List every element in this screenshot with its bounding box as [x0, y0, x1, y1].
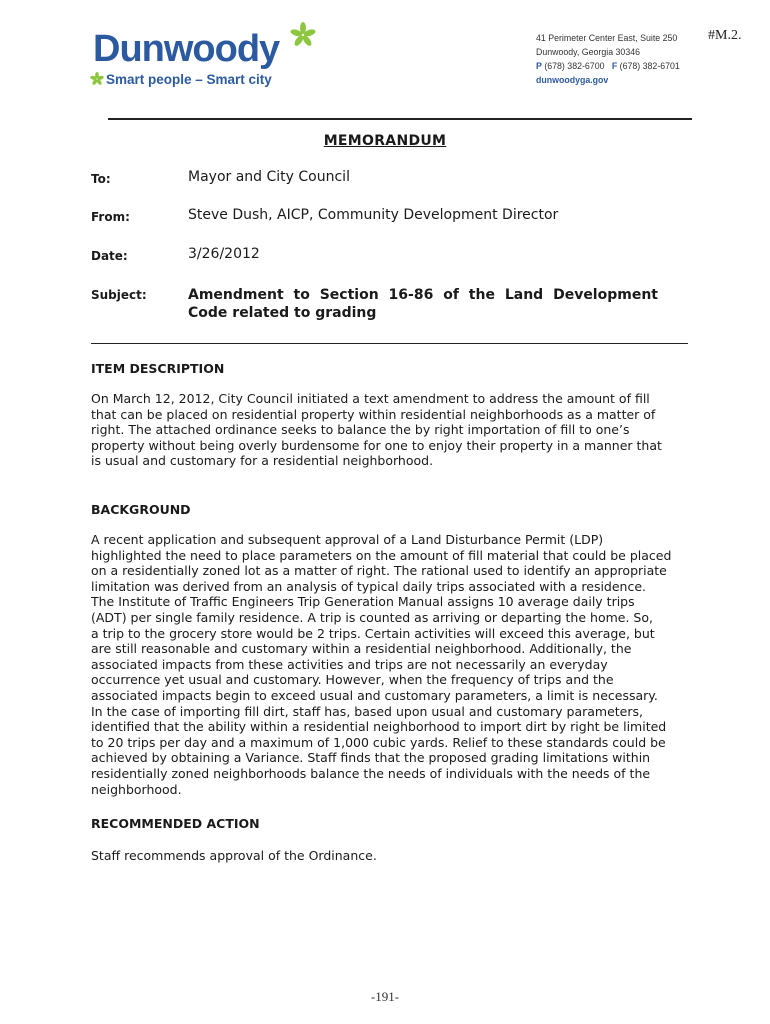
- logo-star-icon: [290, 22, 316, 52]
- item-description-body: [91, 391, 683, 469]
- logo-small-star-icon: [90, 72, 104, 86]
- recommended-action-body: Staff recommends approval of the Ordinance.: [91, 848, 377, 863]
- phone-label: P: [536, 61, 542, 71]
- background-line: a trip to the grocery store would be 2 trips. Certain activities will exceed this average, but: [91, 625, 655, 641]
- background-heading: BACKGROUND: [91, 502, 191, 517]
- subject-value: [188, 286, 658, 322]
- from-label: From:: [91, 210, 130, 224]
- subject-line-1: Amendment to Section 16-86 of the Land Development: [188, 287, 658, 303]
- to-value: Mayor and City Council: [188, 169, 350, 185]
- fax-label: F: [611, 61, 618, 71]
- item-description-heading: ITEM DESCRIPTION: [91, 361, 225, 376]
- logo-wordmark: Dunwoody: [93, 28, 280, 70]
- item-description-line: right. The attached ordinance seeks to balance the by right importation of fill to one’s: [91, 422, 630, 438]
- background-line: are still reasonable and customary within a residential neighborhood. Additionally, the: [91, 641, 632, 657]
- background-line: on a residentially zoned lot as a matter of right. The rational used to identify an appropriate: [91, 563, 667, 579]
- page-tag: #M.2.: [708, 28, 742, 43]
- from-value: Steve Dush, AICP, Community Development Director: [188, 207, 559, 223]
- to-label: To:: [91, 172, 111, 186]
- section-divider: [91, 343, 688, 344]
- background-line: to 20 trips per day and a maximum of 1,000 cubic yards. Relief to these standards could be: [91, 734, 666, 750]
- address-line2: Dunwoody, Georgia 30346: [536, 47, 641, 57]
- background-line: associated impacts from these activities and trips are not necessarily an everyday: [91, 656, 608, 672]
- fax-number: (678) 382-6701: [619, 61, 680, 71]
- background-body: [91, 532, 683, 797]
- date-label: Date:: [91, 249, 128, 263]
- background-line: highlighted the need to place parameters on the amount of fill material that could be placed: [91, 547, 672, 563]
- memo-title: MEMORANDUM: [323, 133, 447, 149]
- header-divider: [108, 118, 692, 120]
- subject-line-2: Code related to grading: [188, 305, 377, 321]
- subject-label: Subject:: [91, 288, 147, 302]
- background-line: residentially zoned neighborhoods balance the needs of individuals with the needs of the: [91, 765, 651, 781]
- recommended-action-heading: RECOMMENDED ACTION: [91, 816, 260, 831]
- background-line: (ADT) per single family residence. A trip is counted as arriving or departing the home. So,: [91, 609, 653, 625]
- background-line: identified that the ability within a residential neighborhood to import dirt by right be limited: [91, 719, 667, 735]
- background-line: associated impacts begin to exceed usual and customary parameters, a limit is necessary.: [91, 687, 658, 703]
- address-phone-fax: [536, 60, 680, 72]
- page-number: -191-: [370, 989, 400, 1004]
- background-line: occurrence yet usual and customary. However, when the frequency of trips and the: [91, 672, 614, 688]
- phone-number: (678) 382-6700: [544, 61, 605, 71]
- item-description-line: that can be placed on residential property within residential neighborhoods as a matter of: [91, 406, 656, 422]
- logo-tagline: Smart people – Smart city: [106, 72, 272, 87]
- background-line: neighborhood.: [91, 781, 182, 797]
- website-link[interactable]: dunwoodyga.gov: [536, 75, 609, 85]
- background-line: A recent application and subsequent approval of a Land Disturbance Permit (LDP): [91, 532, 604, 547]
- address-line1: 41 Perimeter Center East, Suite 250: [536, 33, 678, 43]
- item-description-line: property without being overly burdensome for one to enjoy their property in a manner that: [91, 437, 662, 453]
- background-line: limitation was derived from an analysis of typical daily trips associated with a residence.: [91, 578, 647, 594]
- background-line: In the case of importing fill dirt, staff has, based upon usual and customary parameters,: [91, 703, 644, 719]
- date-value: 3/26/2012: [188, 246, 260, 262]
- background-line: achieved by obtaining a Variance. Staff finds that the proposed grading limitations within: [91, 750, 651, 766]
- background-line: The Institute of Traffic Engineers Trip Generation Manual assigns 10 average daily trips: [91, 594, 635, 610]
- item-description-line: On March 12, 2012, City Council initiated a text amendment to address the amount of fill: [91, 391, 650, 406]
- item-description-line: is usual and customary for a residential neighborhood.: [91, 453, 434, 469]
